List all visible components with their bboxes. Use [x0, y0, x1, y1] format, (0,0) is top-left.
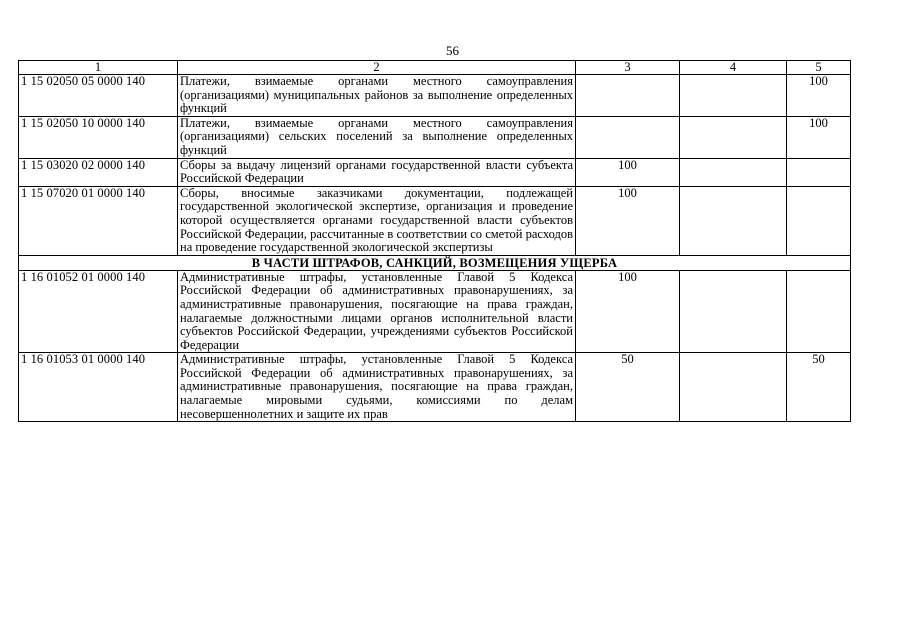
table-row: [19, 270, 851, 353]
budget-code: 1 16 01053 01 0000 140: [19, 353, 178, 422]
value-col-4: [680, 186, 787, 255]
value-col-4: [680, 270, 787, 353]
header-col-5: 5: [787, 61, 851, 75]
value-col-3: [576, 75, 680, 117]
income-description: Платежи, взимаемые органами местного самоуправления (организациями) муниципальных районов за выполнение определенных функций: [178, 75, 576, 117]
income-description: Сборы, вносимые заказчиками документации, подлежащей государственной экологической экспертизе, организация и проведение которой осуществляется органами государственной власти субъектов Российской Федерации, рассчитанные в соответствии со сметой расходов на проведение государственной экологической экспертизы: [178, 186, 576, 255]
header-col-4: 4: [680, 61, 787, 75]
table-row: [19, 353, 851, 422]
budget-code: 1 15 02050 10 0000 140: [19, 116, 178, 158]
value-col-5: 100: [787, 75, 851, 117]
header-col-2: 2: [178, 61, 576, 75]
value-col-4: [680, 158, 787, 186]
value-col-3: 100: [576, 270, 680, 353]
budget-code: 1 15 07020 01 0000 140: [19, 186, 178, 255]
value-col-5: 50: [787, 353, 851, 422]
budget-code: 1 16 01052 01 0000 140: [19, 270, 178, 353]
header-col-3: 3: [576, 61, 680, 75]
header-row: [19, 61, 851, 75]
table-row: [19, 116, 851, 158]
income-description: Административные штрафы, установленные Главой 5 Кодекса Российской Федерации об административных правонарушениях, за административные правонарушения, посягающие на права граждан, налагаемые мировыми судьями, комиссиями по делам несовершеннолетних и защите их прав: [178, 353, 576, 422]
value-col-5: [787, 186, 851, 255]
value-col-4: [680, 75, 787, 117]
table-row: [19, 186, 851, 255]
value-col-3: 100: [576, 186, 680, 255]
header-col-1: 1: [19, 61, 178, 75]
value-col-3: 100: [576, 158, 680, 186]
income-description: Платежи, взимаемые органами местного самоуправления (организациями) сельских поселений за выполнение определенных функций: [178, 116, 576, 158]
page-number: 56: [446, 43, 459, 58]
table-row: [19, 158, 851, 186]
section-title: В ЧАСТИ ШТРАФОВ, САНКЦИЙ, ВОЗМЕЩЕНИЯ УЩЕРБА: [19, 255, 851, 270]
value-col-3: 50: [576, 353, 680, 422]
budget-code: 1 15 02050 05 0000 140: [19, 75, 178, 117]
value-col-5: 100: [787, 116, 851, 158]
revenue-allocation-table: [18, 60, 851, 422]
value-col-5: [787, 270, 851, 353]
table-row: [19, 75, 851, 117]
income-description: Сборы за выдачу лицензий органами государственной власти субъекта Российской Федерации: [178, 158, 576, 186]
value-col-5: [787, 158, 851, 186]
value-col-4: [680, 353, 787, 422]
value-col-3: [576, 116, 680, 158]
section-row: [19, 255, 851, 270]
income-description: Административные штрафы, установленные Главой 5 Кодекса Российской Федерации об административных правонарушениях, за административные правонарушения, посягающие на права граждан, налагаемые должностными лицами органов исполнительной власти субъектов Российской Федерации, учреждениями субъектов Российской Федерации: [178, 270, 576, 353]
budget-code: 1 15 03020 02 0000 140: [19, 158, 178, 186]
value-col-4: [680, 116, 787, 158]
